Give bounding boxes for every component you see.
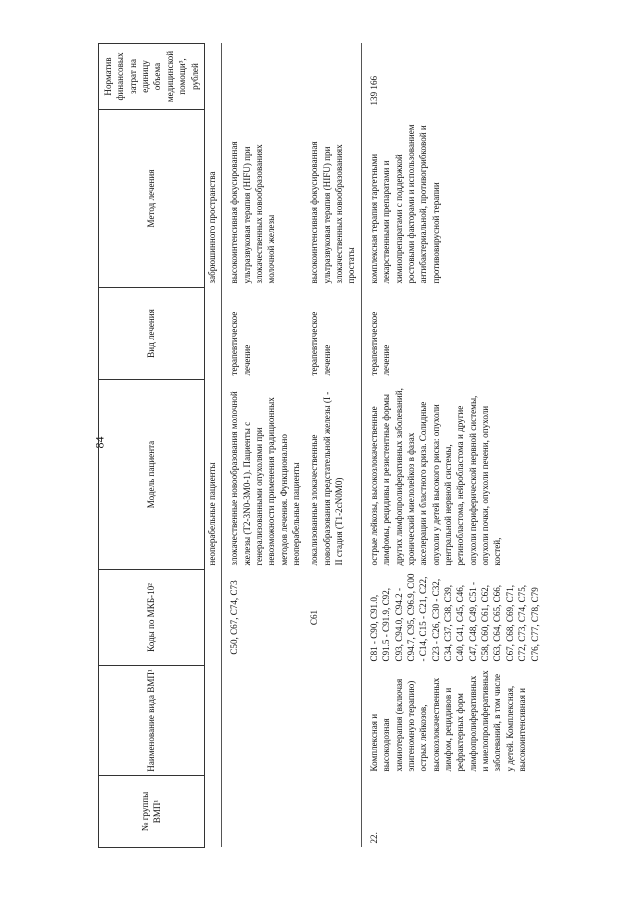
header-norm: Норматив финансовых затрат на единицу объема медицинской помощи³, рублей — [99, 44, 205, 110]
cell-group-no — [222, 776, 306, 848]
table-row — [361, 44, 544, 848]
table-row — [222, 44, 306, 848]
table-row — [305, 44, 361, 848]
header-model: Модель пациента — [99, 380, 205, 570]
cell-type: терапевтическое лечение — [361, 288, 544, 380]
cell-type: терапевтическое лечение — [222, 288, 306, 380]
cell-model: острые лейкозы, высокозлокачественные лимфомы, рецидивы и резистентные формы других лимфопролиферативных заболеваний, хронический миелолейкоз в фазах акселерации и бластного криза. Солидные опухоли у детей высокого риска: опухоли центральной нервной системы, ретинобластома, нейробластома и другие опухоли периферической нервной системы, опухоли почки, опухоли печени, опухоли костей, — [361, 380, 544, 570]
rotated-table-page — [98, 44, 548, 848]
cell-name — [222, 666, 306, 776]
header-method: Метод лечения — [99, 110, 205, 288]
cell-group-no: 22. — [361, 776, 544, 848]
continuation-method: забрюшинного пространства — [206, 171, 217, 284]
cell-method: комплексная терапия таргетными лекарственными препаратами и химиопрепаратами с поддержкой ростовыми факторами и использованием антибактериальной, противогрибковой и противовирусной терапии — [361, 110, 544, 288]
treatment-table — [98, 43, 544, 848]
page-number: 84 — [92, 436, 107, 449]
cell-name — [305, 666, 361, 776]
cell-norm — [305, 44, 361, 110]
cell-codes: C50, C67, C74, C73 — [222, 570, 306, 666]
cell-model: локализованные злокачественные новообразования предстательной железы (I - II стадия (T1-2cN0M0) — [309, 391, 345, 566]
cell-codes: C81 - C90, C91.0, C91.5 - C91.9, C92, C93, C94.0, C94.2 - C94.7, C95, C96.9, C00 - C14, C15 - C21, C22, C23 - C26, C30 - C32, C34, C37, C38, C39, C40, C41, C45, C46, C47, C48, C49, C51 - C58, C60, C61, C62, C63, C64, C65, C66, C67, C68, C69, C71, C72, C73, C74, C75, C76, C77, C78, C79 — [361, 570, 544, 666]
header-row — [99, 44, 205, 848]
header-codes: Коды по МКБ-10² — [99, 570, 205, 666]
cell-codes: C61 — [309, 609, 320, 626]
cell-model: злокачественные новообразования молочной железы (T2-3N0-3M0-1). Пациенты с генерализованными опухолями при невозможности применения традиционных методов лечения. Функционально неоперабельные пациенты — [222, 380, 306, 570]
cell-method: высокоинтенсивная фокусированная ультразвуковая терапия (HIFU) при злокачественных новообразованиях простаты — [309, 141, 357, 284]
cell-norm: 139 166 — [361, 44, 544, 110]
header-group-no: № группы ВМП¹ — [99, 776, 205, 848]
cell-norm — [222, 44, 306, 110]
continuation-row — [204, 44, 221, 848]
cell-name: Комплексная и высокодозная химиотерапия (включая эпигеномную терапию) острых лейкозов, высокозлокачественных лимфом, рецидивов и рефрактерных форм лимфопролиферативных и миелопролиферативных заболеваний, в том числе у детей. Комплексная, высокоинтенсивная и — [361, 666, 544, 776]
cell-group-no — [305, 776, 361, 848]
continuation-model: неоперабельные пациенты — [206, 462, 217, 566]
cell-method: высокоинтенсивная фокусированная ультразвуковая терапия (HIFU) при злокачественных новообразованиях молочной железы — [222, 110, 306, 288]
cell-type: терапевтическое лечение — [309, 311, 332, 376]
header-type: Вид лечения — [99, 288, 205, 380]
header-name: Наименование вида ВМП¹ — [99, 666, 205, 776]
